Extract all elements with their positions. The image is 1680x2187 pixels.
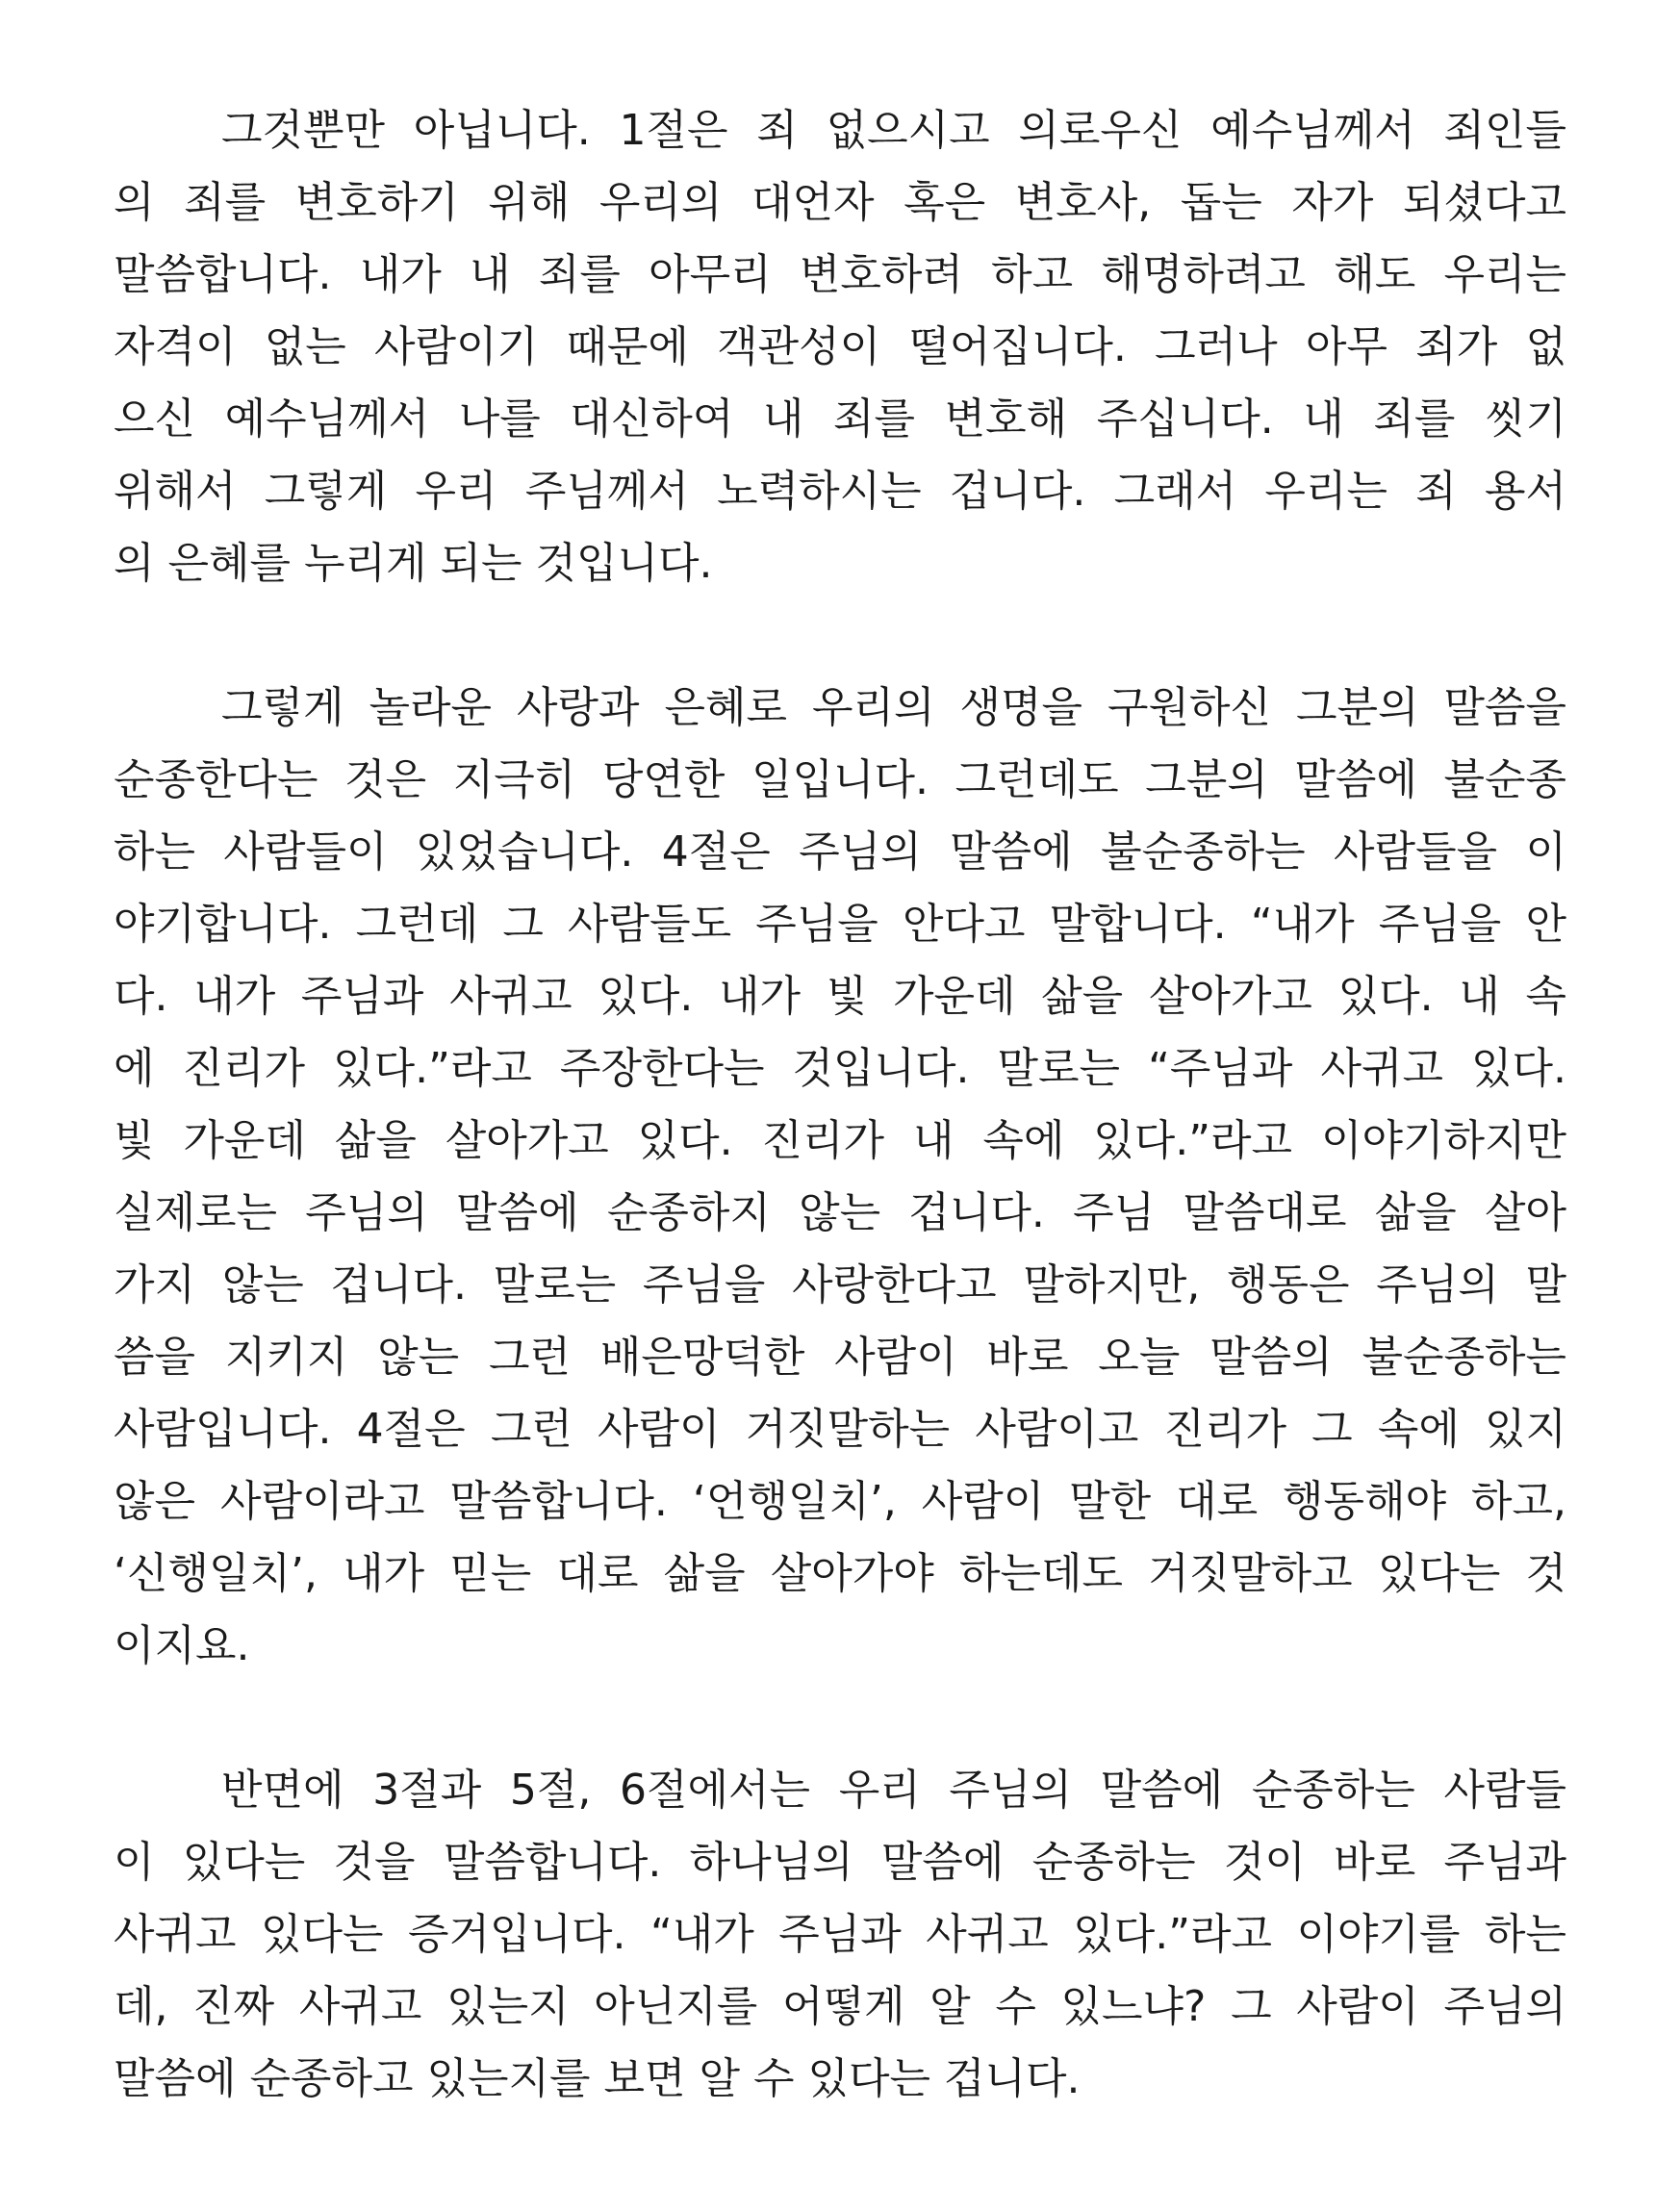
text-line: 사람입니다. 4절은 그런 사람이 거짓말하는 사람이고 진리가 그 속에 있지 <box>114 1405 1566 1454</box>
text-line: 반면에 3절과 5절, 6절에서는 우리 주님의 말씀에 순종하는 사람들 <box>221 1766 1566 1815</box>
text-line: 데, 진짜 사귀고 있는지 아닌지를 어떻게 알 수 있느냐? 그 사람이 주님의 <box>114 1982 1566 2031</box>
text-line: 자격이 없는 사람이기 때문에 객관성이 떨어집니다. 그러나 아무 죄가 없 <box>114 322 1566 371</box>
text-line: 순종한다는 것은 지극히 당연한 일입니다. 그런데도 그분의 말씀에 불순종 <box>114 755 1566 804</box>
document-page <box>114 94 1566 2187</box>
text-line: 빛 가운데 삶을 살아가고 있다. 진리가 내 속에 있다.”라고 이야기하지만 <box>114 1116 1566 1165</box>
text-line: 의 죄를 변호하기 위해 우리의 대언자 혹은 변호사, 돕는 자가 되셨다고 <box>114 178 1566 227</box>
text-line: 그것뿐만 아닙니다. 1절은 죄 없으시고 의로우신 예수님께서 죄인들 <box>221 106 1566 155</box>
paragraph-1 <box>114 94 1566 599</box>
text-line: 말씀에 순종하고 있는지를 보면 알 수 있다는 겁니다. <box>114 2054 1081 2103</box>
text-line: 씀을 지키지 않는 그런 배은망덕한 사람이 바로 오늘 말씀의 불순종하는 <box>114 1333 1566 1382</box>
paragraph-3 <box>114 1754 1566 2115</box>
text-line: 사귀고 있다는 증거입니다. “내가 주님과 사귀고 있다.”라고 이야기를 하는 <box>114 1910 1566 1959</box>
text-line: 야기합니다. 그런데 그 사람들도 주님을 안다고 말합니다. “내가 주님을 안 <box>114 900 1566 949</box>
text-line: 말씀합니다. 내가 내 죄를 아무리 변호하려 하고 해명하려고 해도 우리는 <box>114 250 1566 299</box>
text-line: 다. 내가 주님과 사귀고 있다. 내가 빛 가운데 삶을 살아가고 있다. 내 속 <box>114 972 1566 1021</box>
text-line: 이 있다는 것을 말씀합니다. 하나님의 말씀에 순종하는 것이 바로 주님과 <box>114 1838 1566 1887</box>
text-line: 가지 않는 겁니다. 말로는 주님을 사랑한다고 말하지만, 행동은 주님의 말 <box>114 1260 1566 1310</box>
text-line: ‘신행일치’, 내가 믿는 대로 삶을 살아가야 하는데도 거짓말하고 있다는 것 <box>114 1549 1566 1598</box>
text-line: 않은 사람이라고 말씀합니다. ‘언행일치’, 사람이 말한 대로 행동해야 하고, <box>114 1477 1566 1526</box>
paragraph-2 <box>114 672 1566 1682</box>
text-line: 이지요. <box>114 1621 250 1670</box>
text-line: 그렇게 놀라운 사랑과 은혜로 우리의 생명을 구원하신 그분의 말씀을 <box>221 683 1566 732</box>
text-line: 에 진리가 있다.”라고 주장한다는 것입니다. 말로는 “주님과 사귀고 있다. <box>114 1044 1566 1093</box>
text-line: 의 은혜를 누리게 되는 것입니다. <box>114 539 713 588</box>
text-line: 실제로는 주님의 말씀에 순종하지 않는 겁니다. 주님 말씀대로 삶을 살아 <box>114 1188 1566 1237</box>
text-line: 으신 예수님께서 나를 대신하여 내 죄를 변호해 주십니다. 내 죄를 씻기 <box>114 394 1566 444</box>
text-line: 하는 사람들이 있었습니다. 4절은 주님의 말씀에 불순종하는 사람들을 이 <box>114 827 1566 877</box>
text-line: 위해서 그렇게 우리 주님께서 노력하시는 겁니다. 그래서 우리는 죄 용서 <box>114 467 1566 516</box>
